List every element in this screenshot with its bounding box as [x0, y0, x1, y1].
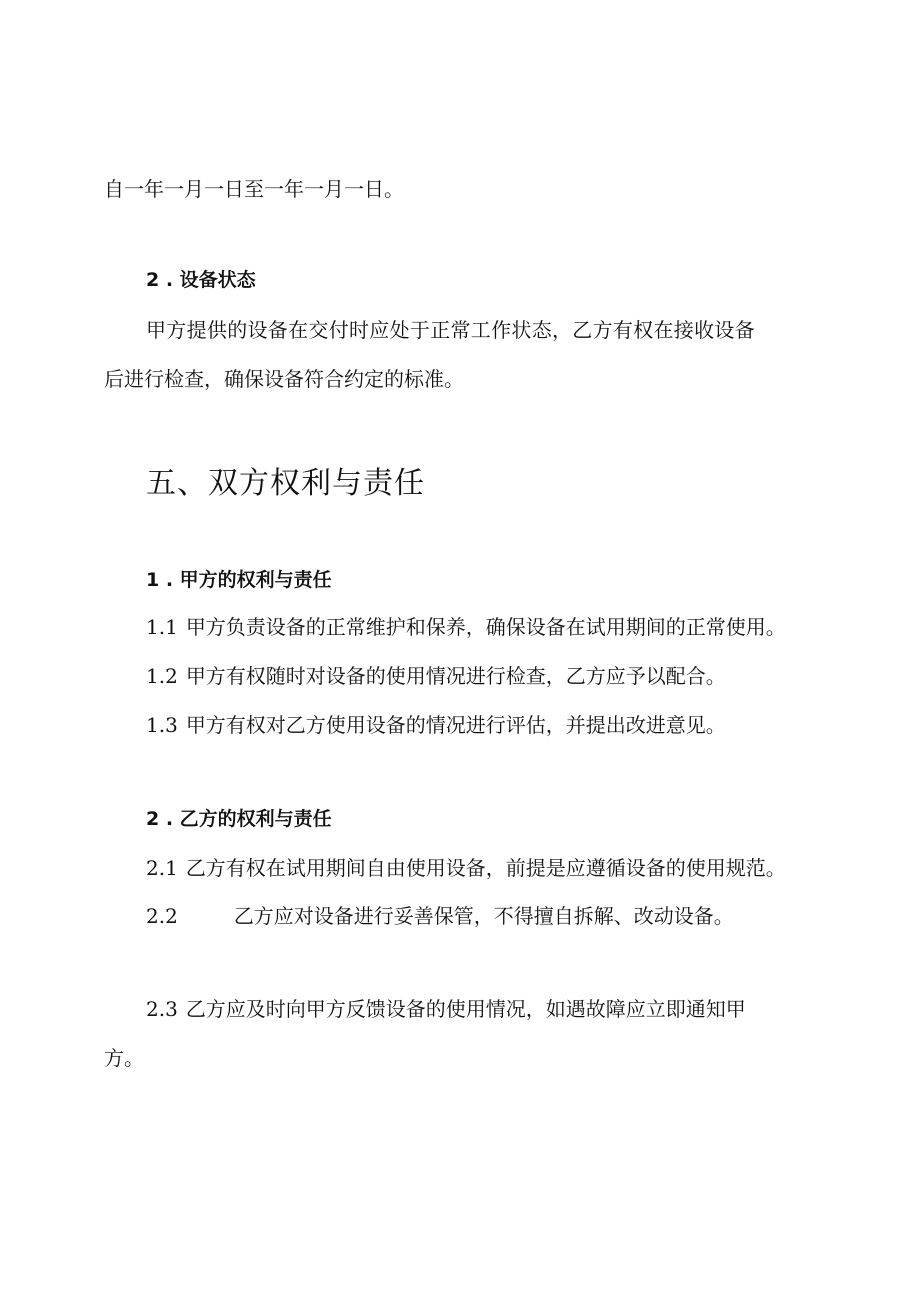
- clause-number: 2.3: [146, 997, 178, 1021]
- clause-text: 甲方负责设备的正常维护和保养，确保设备在试用期间的正常使用。: [185, 615, 786, 639]
- party-b-rights-title: 2 . 乙方的权利与责任: [146, 808, 332, 830]
- clause-text: 乙方应及时向甲方反馈设备的使用情况，如遇故障应立即通知甲: [185, 997, 746, 1021]
- clause-number: 2.2: [146, 904, 178, 928]
- clause-1-1: [146, 613, 786, 641]
- clause-1-2: [146, 662, 726, 690]
- clause-text: 乙方应对设备进行妥善保管，不得擅自拆解、改动设备。: [233, 904, 734, 928]
- date-range-line: 自一年一月一日至一年一月一日。: [104, 177, 404, 201]
- clause-1-3: [146, 711, 726, 739]
- clause-2-3: [146, 995, 746, 1023]
- equipment-status-paragraph-line-1: 甲方提供的设备在交付时应处于正常工作状态，乙方有权在接收设备: [146, 318, 755, 342]
- party-a-rights-title: 1 . 甲方的权利与责任: [146, 569, 332, 591]
- clause-text: 甲方有权对乙方使用设备的情况进行评估，并提出改进意见。: [185, 713, 726, 737]
- section-five-title: 五、双方权利与责任: [146, 466, 425, 501]
- subsection-equipment-status-title: 2 . 设备状态: [146, 269, 256, 291]
- clause-text: 甲方有权随时对设备的使用情况进行检查，乙方应予以配合。: [185, 664, 726, 688]
- clause-number: 1.1: [146, 615, 178, 639]
- clause-number: 1.3: [146, 713, 178, 737]
- equipment-status-paragraph-line-2: 后进行检查，确保设备符合约定的标准。: [104, 367, 464, 391]
- clause-2-1: [146, 854, 786, 882]
- clause-2-2: [146, 902, 734, 930]
- clause-number: 1.2: [146, 664, 178, 688]
- clause-number: 2.1: [146, 856, 178, 880]
- clause-2-3-continuation: 方。: [104, 1046, 144, 1070]
- clause-text: 乙方有权在试用期间自由使用设备，前提是应遵循设备的使用规范。: [185, 856, 786, 880]
